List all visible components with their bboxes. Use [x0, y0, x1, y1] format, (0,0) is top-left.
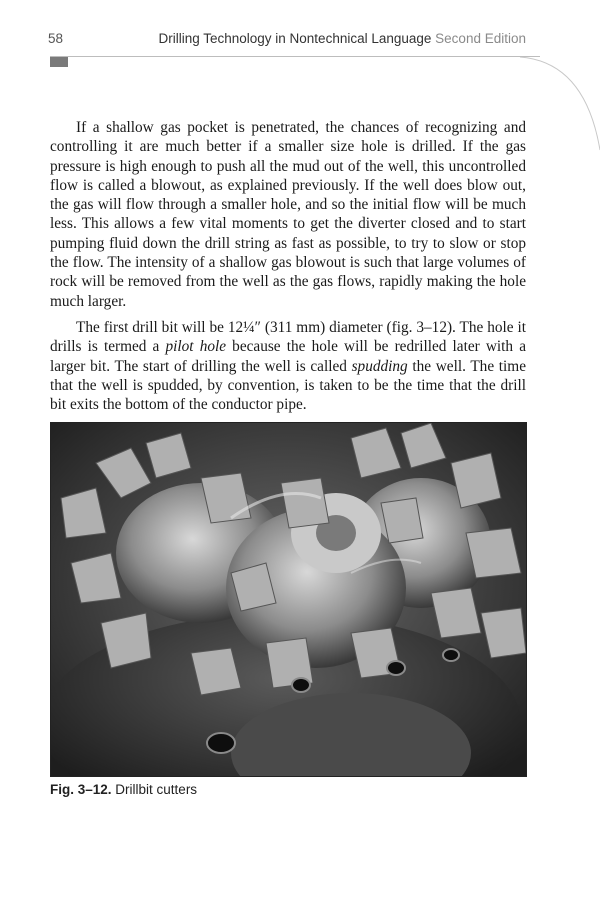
- term-pilot-hole: pilot hole: [165, 338, 227, 356]
- figure-caption: [50, 782, 197, 797]
- header-rule: [50, 56, 540, 57]
- paragraph-text-segment: The first drill bit will be 12¼″ (311 mm) diameter (fig. 3–12). The hole it drills is termed a: [50, 318, 526, 356]
- page-number: 58: [48, 31, 64, 46]
- paragraph-shallow-gas: If a shallow gas pocket is penetrated, the chances of recognizing and controlling it are much better if a smaller size hole is drilled. If the gas pressure is high enough to push all the mud out of the well, this uncontrolled flow is called a blowout, as explained previously. If the well does blow out, the gas will flow through a smaller hole, and so the initial flow will be much less. This allows a few vital moments to get the diverter closed and to start pumping fluid down the drill string as fast as possible, to try to slow or stop the flow. The intensity of a shallow gas blowout is such that large volumes of rock will be removed from the well as the gas flows, rapidly making the hole much larger.: [50, 119, 526, 310]
- term-spudding: spudding: [351, 357, 408, 375]
- book-title: Drilling Technology in Nontechnical Language: [158, 31, 432, 46]
- drillbit-photo: [50, 422, 527, 777]
- page-header: [0, 0, 600, 60]
- header-marker-block: [50, 57, 68, 67]
- figure-label: Fig. 3–12.: [50, 782, 112, 797]
- edition-label: Second Edition: [435, 31, 526, 46]
- paragraph-text-segment: because the hole will be redrilled later with a larger bit. The start of drilling the well is called: [50, 338, 526, 375]
- figure-caption-text: Drillbit cutters: [115, 782, 198, 797]
- running-title: [158, 31, 526, 46]
- paragraph-text-segment: the well. The time that the well is spudded, by convention, is taken to be the time that the drill bit exits the bottom of the conductor pipe.: [50, 357, 526, 414]
- body-text: [50, 118, 526, 421]
- paragraph-first-drill-bit: [50, 318, 526, 414]
